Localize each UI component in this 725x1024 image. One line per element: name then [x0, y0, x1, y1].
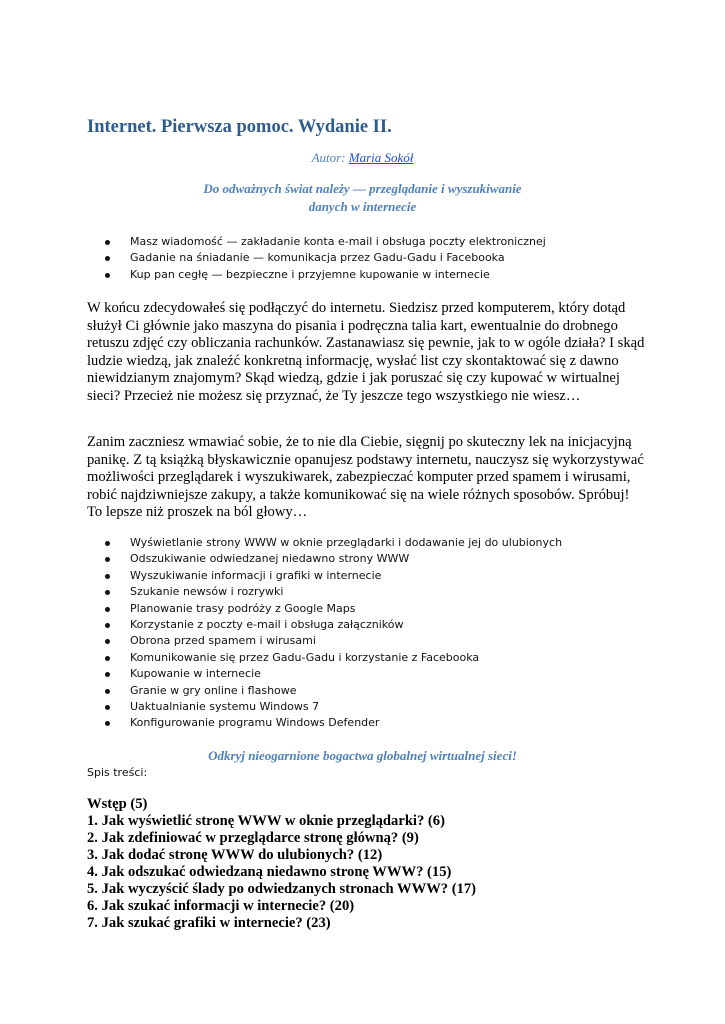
toc-item: 5. Jak wyczyścić ślady po odwiedzanych stronach WWW? (17) — [87, 881, 477, 897]
toc-item: 4. Jak odszukać odwiedzaną niedawno stronę WWW? (15) — [87, 864, 452, 880]
list-item: Wyświetlanie strony WWW w oknie przeglądarki i dodawanie jej do ulubionych — [105, 535, 562, 551]
bullet-icon — [105, 623, 110, 628]
feature-list-2 — [105, 535, 562, 732]
subtitle-line-1: Do odważnych świat należy — przeglądanie i wyszukiwanie — [203, 181, 522, 196]
bullet-icon — [105, 639, 110, 644]
list-item: Uaktualnianie systemu Windows 7 — [105, 699, 562, 715]
bullet-icon — [105, 541, 110, 546]
list-item: Wyszukiwanie informacji i grafiki w internecie — [105, 568, 562, 584]
toc-item: 7. Jak szukać grafiki w internecie? (23) — [87, 915, 331, 931]
subtitle-line-2: danych w internecie — [308, 199, 417, 214]
list-item: Szukanie newsów i rozrywki — [105, 584, 562, 600]
list-item: Kupowanie w internecie — [105, 666, 562, 682]
bullet-icon — [105, 721, 110, 726]
author-label: Autor: — [311, 150, 346, 165]
list-item: Masz wiadomość — zakładanie konta e-mail i obsługa poczty elektronicznej — [105, 234, 546, 250]
toc-item: 1. Jak wyświetlić stronę WWW w oknie przeglądarki? (6) — [87, 813, 445, 829]
list-item: Obrona przed spamem i wirusami — [105, 633, 562, 649]
description-paragraph: Zanim zaczniesz wmawiać sobie, że to nie dla Ciebie, sięgnij po skuteczny lek na inicjacyjną panikę. Z tą książką błyskawicznie opanujesz podstawy internetu, nauczysz się wykorzystywać możliwości przeglądarek i wyszukiwarek, zabezpieczać komputer przed spamem i wirusami, robić najdziwniejsze zakupy, a także komunikować się na wiele różnych sposobów. Spróbuj! To lepsze niż proszek na ból głowy… — [87, 434, 644, 521]
author-link[interactable]: Maria Sokół — [348, 150, 414, 165]
bullet-icon — [105, 240, 110, 245]
list-item: Konfigurowanie programu Windows Defender — [105, 715, 562, 731]
bullet-icon — [105, 656, 110, 661]
toc-item: 3. Jak dodać stronę WWW do ulubionych? (12) — [87, 847, 383, 863]
tagline: Odkryj nieogarnione bogactwa globalnej wirtualnej sieci! — [208, 748, 517, 763]
intro-paragraph: W końcu zdecydowałeś się podłączyć do internetu. Siedzisz przed komputerem, który dotąd służył Ci głównie jako maszyna do pisania i podręczna talia kart, ewentualnie do drobnego retuszu zdjęć czy obliczania rachunków. Zastanawiasz się pewnie, jak to w ogóle działa? I skąd ludzie wiedzą, jak znaleźć konkretną informację, wysłać list czy skontaktować się z dawno niewidzianym znajomym? Skąd wiedzą, gdzie i jak poruszać się czy kupować w wirtualnej sieci? Przecież nie możesz się przyznać, że Ty jeszcze tego wszystkiego nie wiesz… — [87, 300, 645, 404]
bullet-icon — [105, 672, 110, 677]
toc-item: 6. Jak szukać informacji w internecie? (20) — [87, 898, 355, 914]
bullet-icon — [105, 590, 110, 595]
list-item: Planowanie trasy podróży z Google Maps — [105, 601, 562, 617]
bullet-icon — [105, 607, 110, 612]
subtitle — [150, 180, 575, 216]
list-item: Odszukiwanie odwiedzanej niedawno strony WWW — [105, 551, 562, 567]
list-item: Gadanie na śniadanie — komunikacja przez Gadu-Gadu i Facebooka — [105, 250, 546, 266]
table-of-contents — [87, 796, 476, 932]
toc-label: Spis treści: — [87, 766, 148, 779]
document-title: Internet. Pierwsza pomoc. Wydanie II. — [87, 117, 392, 137]
list-item: Kup pan cegłę — bezpieczne i przyjemne kupowanie w internecie — [105, 267, 546, 283]
list-item: Granie w gry online i flashowe — [105, 683, 562, 699]
bullet-icon — [105, 256, 110, 261]
feature-list-1 — [105, 234, 546, 283]
bullet-icon — [105, 557, 110, 562]
bullet-icon — [105, 273, 110, 278]
list-item: Korzystanie z poczty e-mail i obsługa załączników — [105, 617, 562, 633]
list-item: Komunikowanie się przez Gadu-Gadu i korzystanie z Facebooka — [105, 650, 562, 666]
toc-item: 2. Jak zdefiniować w przeglądarce stronę główną? (9) — [87, 830, 419, 846]
bullet-icon — [105, 705, 110, 710]
author-line — [0, 150, 725, 166]
toc-item: Wstęp (5) — [87, 796, 148, 812]
bullet-icon — [105, 574, 110, 579]
bullet-icon — [105, 689, 110, 694]
